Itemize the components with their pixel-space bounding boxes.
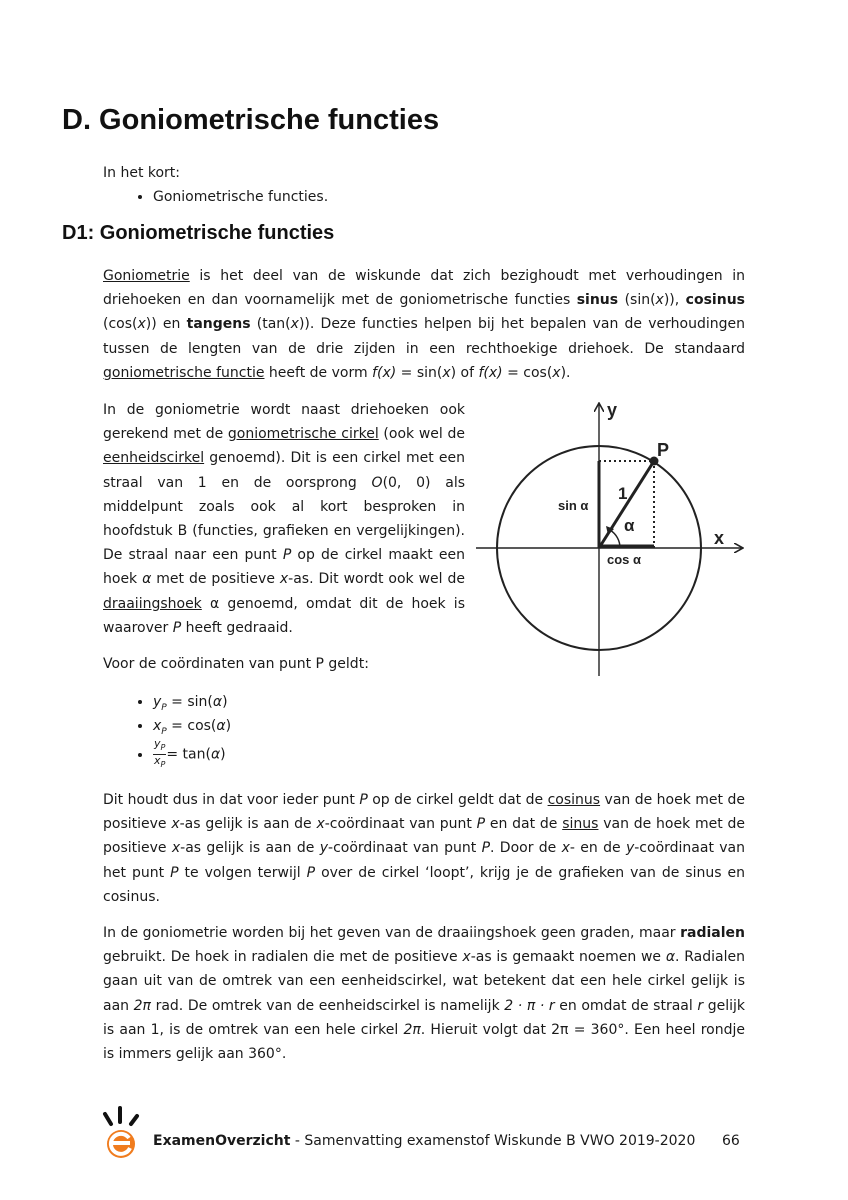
paragraph-unit-circle: In de goniometrie wordt naast driehoeken ook gerekend met de goniometrische cirkel (ook wel de eenheidscirkel genoemd). Dit is een cirkel met een straal van 1 en de oorsprong O(0, 0) als middelpunt zoals ook al kort besproken in hoofdstuk B (functies, grafieken en vergelijkingen). De straal naar een punt P op de cirkel maakt een hoek α met de positieve x-as. Dit wordt ook wel de draaiingshoek α genoemd, omdat dit de hoek is waarover P heeft gedraaid. xyxy=(103,402,465,636)
fraction: • $\frac{y_P}{x_P}$ xyxy=(154,737,166,770)
formula-xp: • $x_P = \cos(\alpha)$ xyxy=(153,714,231,738)
coordinate-formulas xyxy=(103,690,232,770)
x-axis-label: x xyxy=(714,528,725,548)
summary-item: • Goniometrische functies. xyxy=(153,185,328,209)
formula-yp: • $y_P = \sin(\alpha)$ xyxy=(153,690,231,714)
summary-label: In het kort: xyxy=(103,165,181,181)
unit-circle-diagram xyxy=(468,398,753,683)
paragraph-radians: In de goniometrie worden bij het geven van de draaiingshoek geen graden, maar radialen gebruikt. De hoek in radialen die met de positieve x-as is gemaakt noemen we α. Radialen gaan uit van de omtrek van een eenheidscirkel, wat betekent dat een hele cirkel gelijk is aan 2π rad. De omtrek van de eenheidscirkel is namelijk 2 · π · r en omdat de straal r gelijk is aan 1, is de omtrek van een hele cirkel 2π. Hieruit volgt dat 2π = 360°. Een heel rondje is immers gelijk aan 360°. xyxy=(103,925,746,1063)
y-axis-label: y xyxy=(607,400,618,420)
examenoverzicht-logo-icon xyxy=(100,1104,146,1162)
sin-label: sin α xyxy=(558,498,589,513)
angle-label: α xyxy=(624,516,635,535)
footer-subtitle: - Samenvatting examenstof Wiskunde B VWO 2019-2020 xyxy=(290,1133,696,1149)
footer-brand: ExamenOverzicht xyxy=(153,1133,291,1149)
paragraph-cos-sin: Dit houdt dus in dat voor ieder punt P op de cirkel geldt dat de cosinus van de hoek met de positieve x-as gelijk is aan de x-coördinaat van punt P en dat de sinus van de hoek met de positieve x-as gelijk is aan de y-coördinaat van punt P. Door de x- en de y-coördinaat van het punt P te volgen terwijl P over de cirkel ‘loopt’, krijg je de grafieken van de sinus en cosinus. xyxy=(103,792,746,905)
bullets-intro: Voor de coördinaten van punt P geldt: xyxy=(103,656,369,672)
summary-block xyxy=(103,161,328,209)
section-title: D1: Goniometrische functies xyxy=(62,222,335,244)
page-number: 66 xyxy=(722,1133,740,1149)
footer-title xyxy=(153,1133,695,1149)
formula-tan: • $\frac{y_P}{x_P}$ = tan(α) xyxy=(153,738,231,762)
summary-list xyxy=(103,185,328,209)
paragraph-intro: Goniometrie is het deel van de wiskunde dat zich bezighoudt met verhoudingen in driehoeken en dan voornamelijk met de goniometrische functies sinus (sin(x)), cosinus (cos(x)) en tangens (tan(x)). Deze functies helpen bij het bepalen van de verhoudingen tussen de lengten van de drie zijden in een rechthoekige driehoek. De standaard goniometrische functie heeft de vorm f(x) = sin(x) of f(x) = cos(x). xyxy=(103,268,745,381)
point-p-label: P xyxy=(657,440,670,460)
page-title: D. Goniometrische functies xyxy=(62,104,440,136)
radius-label: 1 xyxy=(618,484,628,503)
cos-label: cos α xyxy=(607,552,642,567)
